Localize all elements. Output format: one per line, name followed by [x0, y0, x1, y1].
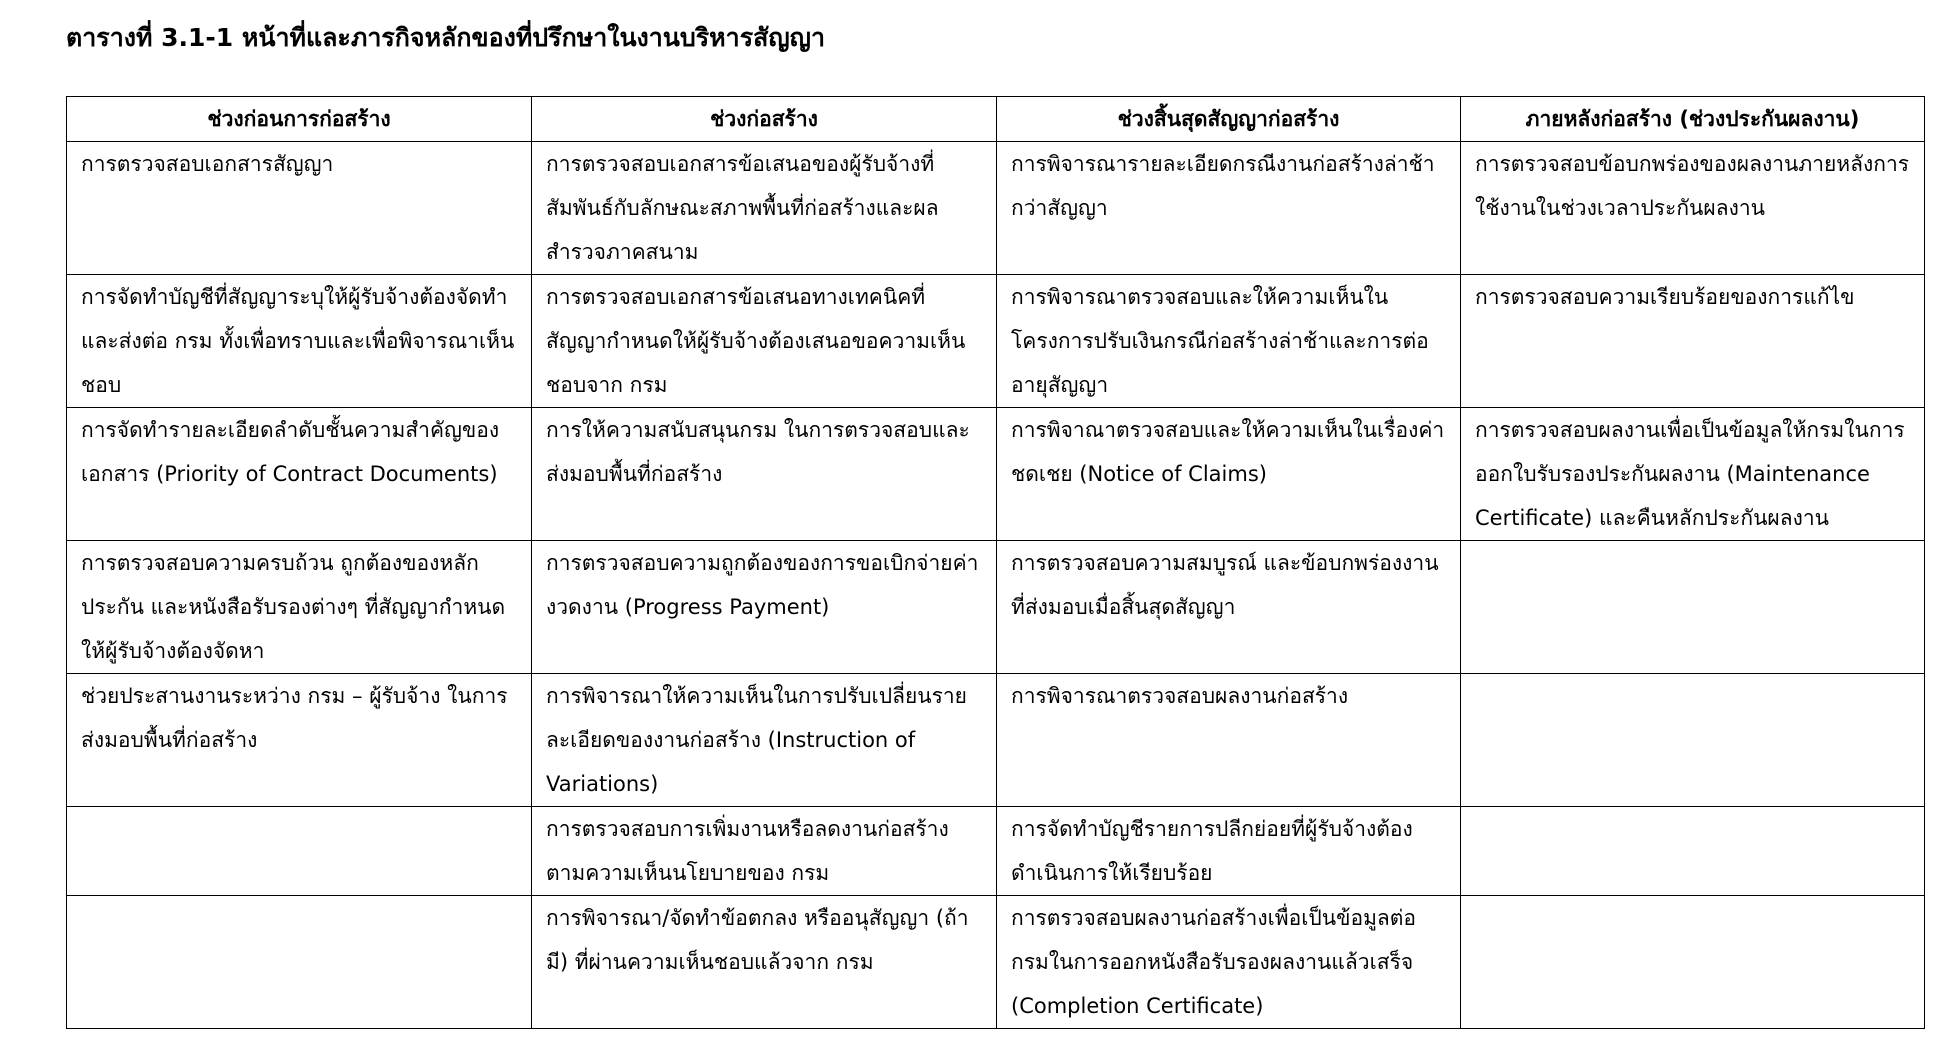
table-row [67, 674, 1925, 807]
column-header-post-construction: ภายหลังก่อสร้าง (ช่วงประกันผลงาน) [1461, 97, 1925, 142]
table-cell [67, 896, 532, 1029]
table-header-row [67, 97, 1925, 142]
table-cell: การพิจาณาตรวจสอบและให้ความเห็นในเรื่องค่าชดเชย (Notice of Claims) [997, 408, 1461, 541]
table-row [67, 275, 1925, 408]
table-cell: การตรวจสอบข้อบกพร่องของผลงานภายหลังการใช้งานในช่วงเวลาประกันผลงาน [1461, 142, 1925, 275]
table-cell [1461, 896, 1925, 1029]
column-header-construction: ช่วงก่อสร้าง [532, 97, 997, 142]
table-cell [67, 807, 532, 896]
table-cell: การจัดทำบัญชีรายการปลีกย่อยที่ผู้รับจ้างต้องดำเนินการให้เรียบร้อย [997, 807, 1461, 896]
table-cell: การพิจารณา/จัดทำข้อตกลง หรืออนุสัญญา (ถ้ามี) ที่ผ่านความเห็นชอบแล้วจาก กรม [532, 896, 997, 1029]
table-cell: การตรวจสอบการเพิ่มงานหรือลดงานก่อสร้างตามความเห็นนโยบายของ กรม [532, 807, 997, 896]
table-cell [1461, 541, 1925, 674]
table-cell: การให้ความสนับสนุนกรม ในการตรวจสอบและส่งมอบพื้นที่ก่อสร้าง [532, 408, 997, 541]
table-cell: การตรวจสอบความเรียบร้อยของการแก้ไข [1461, 275, 1925, 408]
table-cell: การตรวจสอบเอกสารสัญญา [67, 142, 532, 275]
table-row [67, 142, 1925, 275]
column-header-pre-construction: ช่วงก่อนการก่อสร้าง [67, 97, 532, 142]
table-cell: การพิจารณารายละเอียดกรณีงานก่อสร้างล่าช้ากว่าสัญญา [997, 142, 1461, 275]
table-cell: การตรวจสอบเอกสารข้อเสนอของผู้รับจ้างที่สัมพันธ์กับลักษณะสภาพพื้นที่ก่อสร้างและผลสำรวจภาคสนาม [532, 142, 997, 275]
table-cell: ช่วยประสานงานระหว่าง กรม – ผู้รับจ้าง ในการส่งมอบพื้นที่ก่อสร้าง [67, 674, 532, 807]
table-cell: การพิจารณาตรวจสอบและให้ความเห็นในโครงการปรับเงินกรณีก่อสร้างล่าช้าและการต่ออายุสัญญา [997, 275, 1461, 408]
table-caption: ตารางที่ 3.1-1 หน้าที่และภารกิจหลักของที่ปรึกษาในงานบริหารสัญญา [66, 23, 826, 52]
table-cell [1461, 674, 1925, 807]
table-cell: การตรวจสอบเอกสารข้อเสนอทางเทคนิคที่สัญญากำหนดให้ผู้รับจ้างต้องเสนอขอความเห็นชอบจาก กรม [532, 275, 997, 408]
consultant-duties-table [66, 96, 1925, 1029]
table-row [67, 408, 1925, 541]
table-cell: การจัดทำรายละเอียดลำดับชั้นความสำคัญของเอกสาร (Priority of Contract Documents) [67, 408, 532, 541]
table-row [67, 896, 1925, 1029]
table-cell: การจัดทำบัญชีที่สัญญาระบุให้ผู้รับจ้างต้องจัดทำและส่งต่อ กรม ทั้งเพื่อทราบและเพื่อพิจารณาเห็นชอบ [67, 275, 532, 408]
table-row [67, 541, 1925, 674]
table-cell: การตรวจสอบความถูกต้องของการขอเบิกจ่ายค่างวดงาน (Progress Payment) [532, 541, 997, 674]
table-cell: การตรวจสอบความครบถ้วน ถูกต้องของหลักประกัน และหนังสือรับรองต่างๆ ที่สัญญากำหนดให้ผู้รับจ้างต้องจัดหา [67, 541, 532, 674]
table-row [67, 807, 1925, 896]
table-cell: การตรวจสอบผลงานเพื่อเป็นข้อมูลให้กรมในการออกใบรับรองประกันผลงาน (Maintenance Certificate) และคืนหลักประกันผลงาน [1461, 408, 1925, 541]
table-cell: การตรวจสอบความสมบูรณ์ และข้อบกพร่องงานที่ส่งมอบเมื่อสิ้นสุดสัญญา [997, 541, 1461, 674]
table-cell [1461, 807, 1925, 896]
column-header-contract-end: ช่วงสิ้นสุดสัญญาก่อสร้าง [997, 97, 1461, 142]
table-cell: การพิจารณาให้ความเห็นในการปรับเปลี่ยนรายละเอียดของงานก่อสร้าง (Instruction of Variations) [532, 674, 997, 807]
table-cell: การตรวจสอบผลงานก่อสร้างเพื่อเป็นข้อมูลต่อกรมในการออกหนังสือรับรองผลงานแล้วเสร็จ (Completion Certificate) [997, 896, 1461, 1029]
table-cell: การพิจารณาตรวจสอบผลงานก่อสร้าง [997, 674, 1461, 807]
